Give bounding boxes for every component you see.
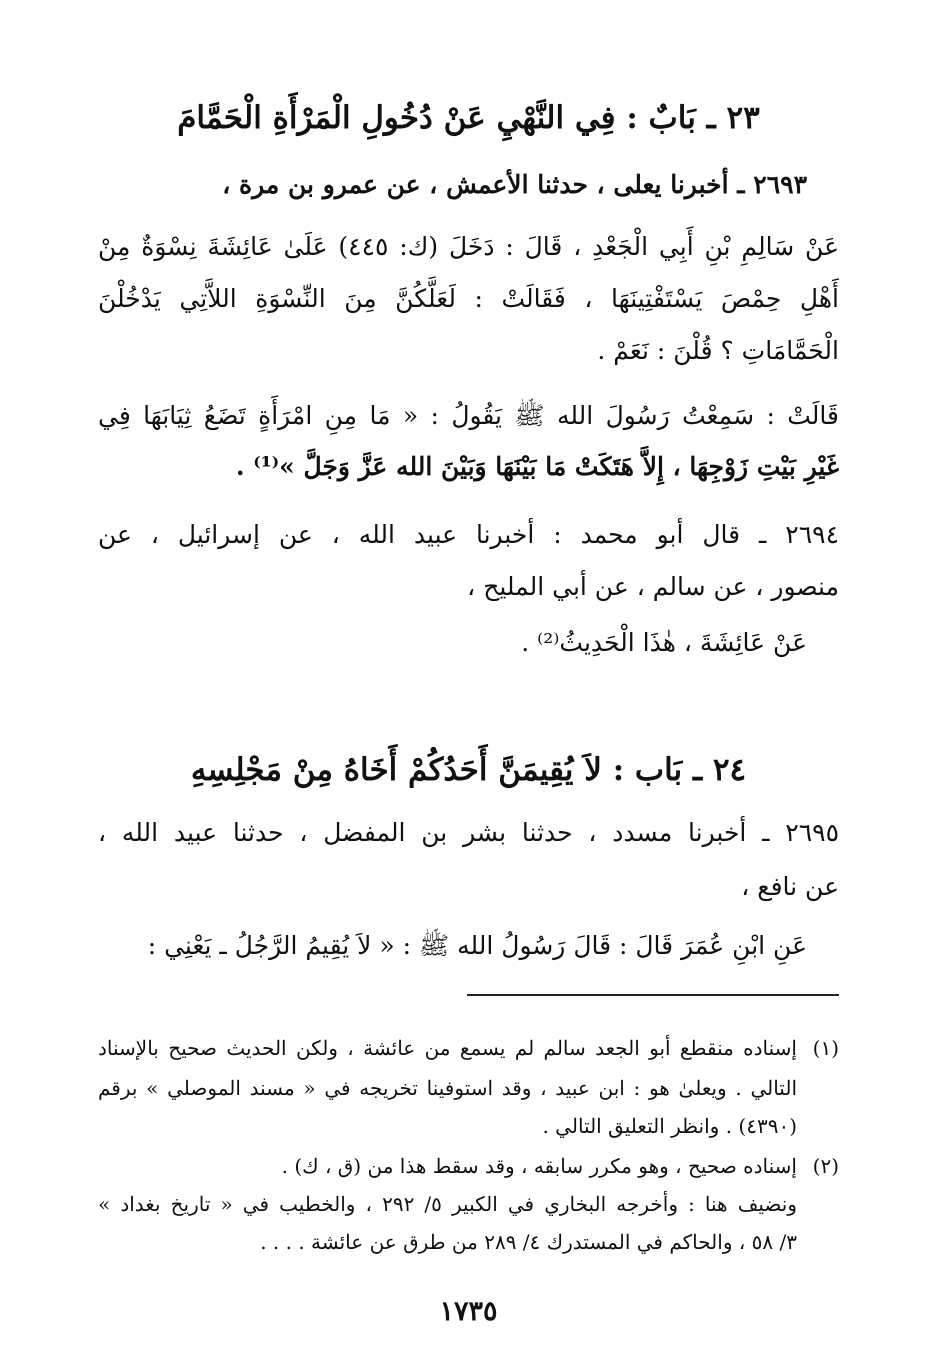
page-number: ١٧٣٥ bbox=[439, 1296, 498, 1327]
chapter-heading-23: ٢٣ ـ بَابٌ : فِي النَّهْيِ عَنْ دُخُولِ الْمَرْأَةِ الْحَمَّامَ bbox=[177, 100, 760, 136]
chapter-heading-24: ٢٤ ـ بَاب : لاَ يُقِيمَنَّ أَحَدُكُمْ أَخَاهُ مِنْ مَجْلِسِهِ bbox=[190, 752, 747, 788]
footnote-1-line-3: (٤٣٩٠) . وانظر التعليق التالي . bbox=[542, 1114, 797, 1138]
footnote-separator bbox=[467, 994, 839, 996]
hadith-2694-isnad-line-2: منصور ، عن سالم ، عن أبي المليح ، bbox=[467, 572, 839, 601]
hadith-2694-text: عَنْ عَائِشَةَ ، هٰذَا الْحَدِيثُ⁽²⁾ . bbox=[521, 628, 807, 657]
hadith-2693-text-line-5: غَيْرِ بَيْتِ زَوْجِهَا ، إِلاَّ هَتَكَتْ مَا بَيْنَهَا وَبَيْنَ الله عَزَّ وَجَلَّ »⁽¹⁾ . bbox=[235, 452, 839, 481]
hadith-2693-text-line-2: أَهْلِ حِمْصَ يَسْتَفْتِينَهَا ، فَقَالَتْ : لَعَلَّكُنَّ مِنَ النِّسْوَةِ اللاَّتِي يَدْخُلْنَ bbox=[98, 284, 839, 313]
hadith-2693-text-line-4: قَالَتْ : سَمِعْتُ رَسُولَ الله ﷺ يَقُولُ : « مَا مِنِ امْرَأَةٍ تَضَعُ ثِيَابَهَا فِي bbox=[98, 401, 839, 430]
footnote-2-line-1: إسناده صحيح ، وهو مكرر سابقه ، وقد سقط هذا من (ق ، ك) . bbox=[281, 1154, 797, 1178]
hadith-2695-text: عَنِ ابْنِ عُمَرَ قَالَ : قَالَ رَسُولُ الله ﷺ : « لاَ يُقِيمُ الرَّجُلُ ـ يَعْنِي : bbox=[147, 931, 807, 960]
footnote-2-number: (٢) bbox=[812, 1154, 839, 1178]
hadith-2693-text-line-1: عَنْ سَالِمِ بْنِ أَبِي الْجَعْدِ ، قَالَ : دَخَلَ (ك: ٤٤٥) عَلَىٰ عَائِشَةَ نِسْوَةٌ مِنْ bbox=[98, 232, 839, 261]
footnote-2-line-3: ٣/ ٥٨ ، والحاكم في المستدرك ٤/ ٢٨٩ من طرق عن عائشة . . . . bbox=[260, 1230, 797, 1254]
hadith-2695-isnad-line-1: ٢٦٩٥ ـ أخبرنا مسدد ، حدثنا بشر بن المفضل ، حدثنا عبيد الله ، bbox=[98, 818, 839, 847]
hadith-2694-isnad-line-1: ٢٦٩٤ ـ قال أبو محمد : أخبرنا عبيد الله ، عن إسرائيل ، عن bbox=[98, 520, 839, 549]
hadith-2693-text-line-3: الْحَمَّامَاتِ ؟ قُلْنَ : نَعَمْ . bbox=[597, 336, 839, 365]
footnote-1-line-1: إسناده منقطع أبو الجعد سالم لم يسمع من عائشة ، ولكن الحديث صحيح بالإسناد bbox=[98, 1036, 797, 1060]
hadith-2693-isnad: ٢٦٩٣ ـ أخبرنا يعلى ، حدثنا الأعمش ، عن عمرو بن مرة ، bbox=[222, 170, 807, 199]
footnote-1-line-2: التالي . ويعلىٰ هو : ابن عبيد ، وقد استوفينا تخريجه في « مسند الموصلي » برقم bbox=[98, 1076, 797, 1100]
hadith-2695-isnad-line-2: عن نافع ، bbox=[741, 872, 839, 901]
footnote-1-number: (١) bbox=[812, 1036, 839, 1060]
footnote-2-line-2: ونضيف هنا : وأخرجه البخاري في الكبير ٥/ ٢٩٢ ، والخطيب في « تاريخ بغداد » bbox=[98, 1192, 797, 1216]
